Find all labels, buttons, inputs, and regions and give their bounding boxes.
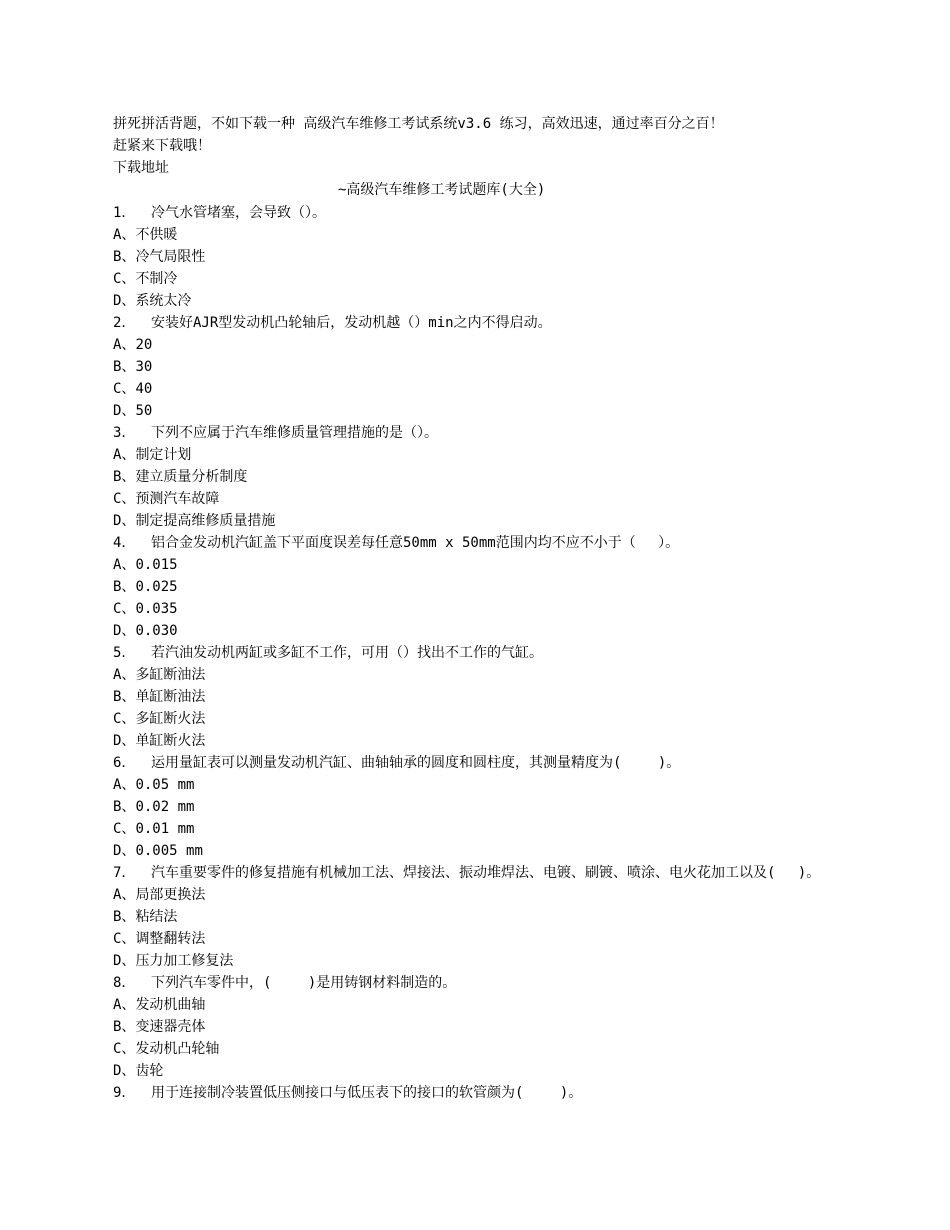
option-label: D、	[113, 1063, 136, 1079]
option-label: B、	[113, 579, 136, 595]
question-text: 下列汽车零件中，( )是用铸钢材料制造的。	[151, 975, 457, 991]
question-text: 安装好AJR型发动机凸轮轴后，发动机越（）min之内不得启动。	[151, 315, 552, 331]
question-8	[113, 973, 843, 994]
answer-option	[113, 1016, 843, 1038]
option-text: 变速器壳体	[135, 1019, 206, 1035]
question-text: 铝合金发动机汽缸盖下平面度误差每任意50mm x 50mm范围内均不应不小于（ ）。	[151, 535, 680, 551]
question-3	[113, 423, 843, 444]
question-4	[113, 533, 843, 554]
question-text: 冷气水管堵塞，会导致（）。	[151, 205, 326, 221]
question-text: 用于连接制冷装置低压侧接口与低压表下的接口的软管颜为( )。	[151, 1085, 583, 1101]
option-text: 40	[135, 381, 153, 397]
option-label: A、	[113, 557, 136, 573]
answer-option	[113, 488, 843, 510]
answer-option	[113, 840, 843, 862]
answer-option	[113, 994, 843, 1016]
answer-option	[113, 796, 843, 818]
question-9	[113, 1083, 843, 1104]
option-label: D、	[113, 623, 136, 639]
option-label: D、	[113, 733, 136, 749]
answer-option	[113, 510, 843, 532]
answer-option	[113, 224, 843, 246]
option-label: C、	[113, 1041, 136, 1057]
option-label: A、	[113, 447, 136, 463]
option-label: C、	[113, 931, 136, 947]
option-label: A、	[113, 667, 136, 683]
option-text: 发动机凸轮轴	[135, 1041, 220, 1057]
option-text: 制定提高维修质量措施	[135, 513, 276, 529]
intro-block	[113, 113, 843, 179]
option-text: 建立质量分析制度	[135, 469, 248, 485]
answer-option	[113, 598, 843, 620]
question-number: 1．	[113, 205, 136, 221]
option-text: 0.030	[135, 623, 178, 639]
answer-option	[113, 268, 843, 290]
option-label: D、	[113, 293, 136, 309]
question-number: 3．	[113, 425, 136, 441]
answer-option	[113, 400, 843, 422]
option-label: D、	[113, 403, 136, 419]
answer-option	[113, 444, 843, 466]
intro-download-link[interactable]: 下载地址	[113, 160, 169, 176]
option-label: B、	[113, 359, 136, 375]
document-title: ~高级汽车维修工考试题库(大全)	[338, 182, 546, 198]
option-label: C、	[113, 491, 136, 507]
option-label: A、	[113, 777, 136, 793]
question-text: 运用量缸表可以测量发动机汽缸、曲轴轴承的圆度和圆柱度，其测量精度为( )。	[151, 755, 681, 771]
option-text: 30	[135, 359, 153, 375]
option-text: 不制冷	[135, 271, 178, 287]
question-number: 2．	[113, 315, 136, 331]
question-number: 5．	[113, 645, 136, 661]
question-number: 7．	[113, 865, 136, 881]
option-text: 20	[135, 337, 153, 353]
answer-option	[113, 928, 843, 950]
option-label: C、	[113, 821, 136, 837]
option-label: B、	[113, 909, 136, 925]
answer-option	[113, 378, 843, 400]
option-label: A、	[113, 337, 136, 353]
option-label: B、	[113, 1019, 136, 1035]
answer-option	[113, 884, 843, 906]
question-number: 9．	[113, 1085, 136, 1101]
intro-line-1: 拼死拼活背题，不如下载一种 高级汽车维修工考试系统v3.6 练习，高效迅速，通过率百分之百！	[113, 116, 724, 132]
answer-option	[113, 818, 843, 840]
answer-option	[113, 334, 843, 356]
answer-option	[113, 708, 843, 730]
option-label: A、	[113, 997, 136, 1013]
answer-option	[113, 906, 843, 928]
option-text: 0.025	[135, 579, 178, 595]
option-text: 局部更换法	[135, 887, 206, 903]
option-text: 多缸断火法	[135, 711, 206, 727]
option-text: 压力加工修复法	[135, 953, 234, 969]
question-number: 6．	[113, 755, 136, 771]
answer-option	[113, 1060, 843, 1082]
answer-option	[113, 620, 843, 642]
option-text: 0.05 mm	[135, 777, 195, 793]
option-text: 0.035	[135, 601, 178, 617]
option-text: 单缸断油法	[135, 689, 206, 705]
question-text: 下列不应属于汽车维修质量管理措施的是（）。	[151, 425, 438, 441]
question-text: 汽车重要零件的修复措施有机械加工法、焊接法、振动堆焊法、电镀、刷镀、喷涂、电火花加工以及( )。	[151, 865, 821, 881]
option-text: 0.01 mm	[135, 821, 195, 837]
option-text: 多缸断油法	[135, 667, 206, 683]
option-text: 齿轮	[135, 1063, 164, 1079]
option-text: 预测汽车故障	[135, 491, 220, 507]
option-text: 不供暖	[135, 227, 178, 243]
answer-option	[113, 466, 843, 488]
option-text: 发动机曲轴	[135, 997, 206, 1013]
question-6	[113, 753, 843, 774]
question-1	[113, 203, 843, 224]
intro-line-2: 赶紧来下载哦！	[113, 138, 211, 154]
option-label: A、	[113, 227, 136, 243]
question-2	[113, 313, 843, 334]
option-label: A、	[113, 887, 136, 903]
option-text: 调整翻转法	[135, 931, 206, 947]
option-label: B、	[113, 469, 136, 485]
option-label: C、	[113, 381, 136, 397]
question-list	[113, 202, 843, 1104]
option-label: B、	[113, 689, 136, 705]
answer-option	[113, 290, 843, 312]
option-text: 0.02 mm	[135, 799, 195, 815]
answer-option	[113, 950, 843, 972]
answer-option	[113, 686, 843, 708]
answer-option	[113, 664, 843, 686]
question-number: 8．	[113, 975, 136, 991]
option-label: D、	[113, 953, 136, 969]
option-label: B、	[113, 799, 136, 815]
option-label: D、	[113, 843, 136, 859]
answer-option	[113, 730, 843, 752]
option-label: C、	[113, 271, 136, 287]
answer-option	[113, 356, 843, 378]
option-label: C、	[113, 601, 136, 617]
answer-option	[113, 246, 843, 268]
question-number: 4．	[113, 535, 136, 551]
question-7	[113, 863, 843, 884]
answer-option	[113, 576, 843, 598]
answer-option	[113, 1038, 843, 1060]
answer-option	[113, 774, 843, 796]
option-text: 系统太冷	[135, 293, 192, 309]
option-label: B、	[113, 249, 136, 265]
question-5	[113, 643, 843, 664]
option-text: 冷气局限性	[135, 249, 206, 265]
option-text: 单缸断火法	[135, 733, 206, 749]
answer-option	[113, 554, 843, 576]
option-text: 0.015	[135, 557, 178, 573]
option-text: 粘结法	[135, 909, 178, 925]
question-text: 若汽油发动机两缸或多缸不工作，可用（）找出不工作的气缸。	[151, 645, 543, 661]
option-text: 制定计划	[135, 447, 192, 463]
option-text: 0.005 mm	[135, 843, 203, 859]
option-label: D、	[113, 513, 136, 529]
option-text: 50	[135, 403, 153, 419]
option-label: C、	[113, 711, 136, 727]
